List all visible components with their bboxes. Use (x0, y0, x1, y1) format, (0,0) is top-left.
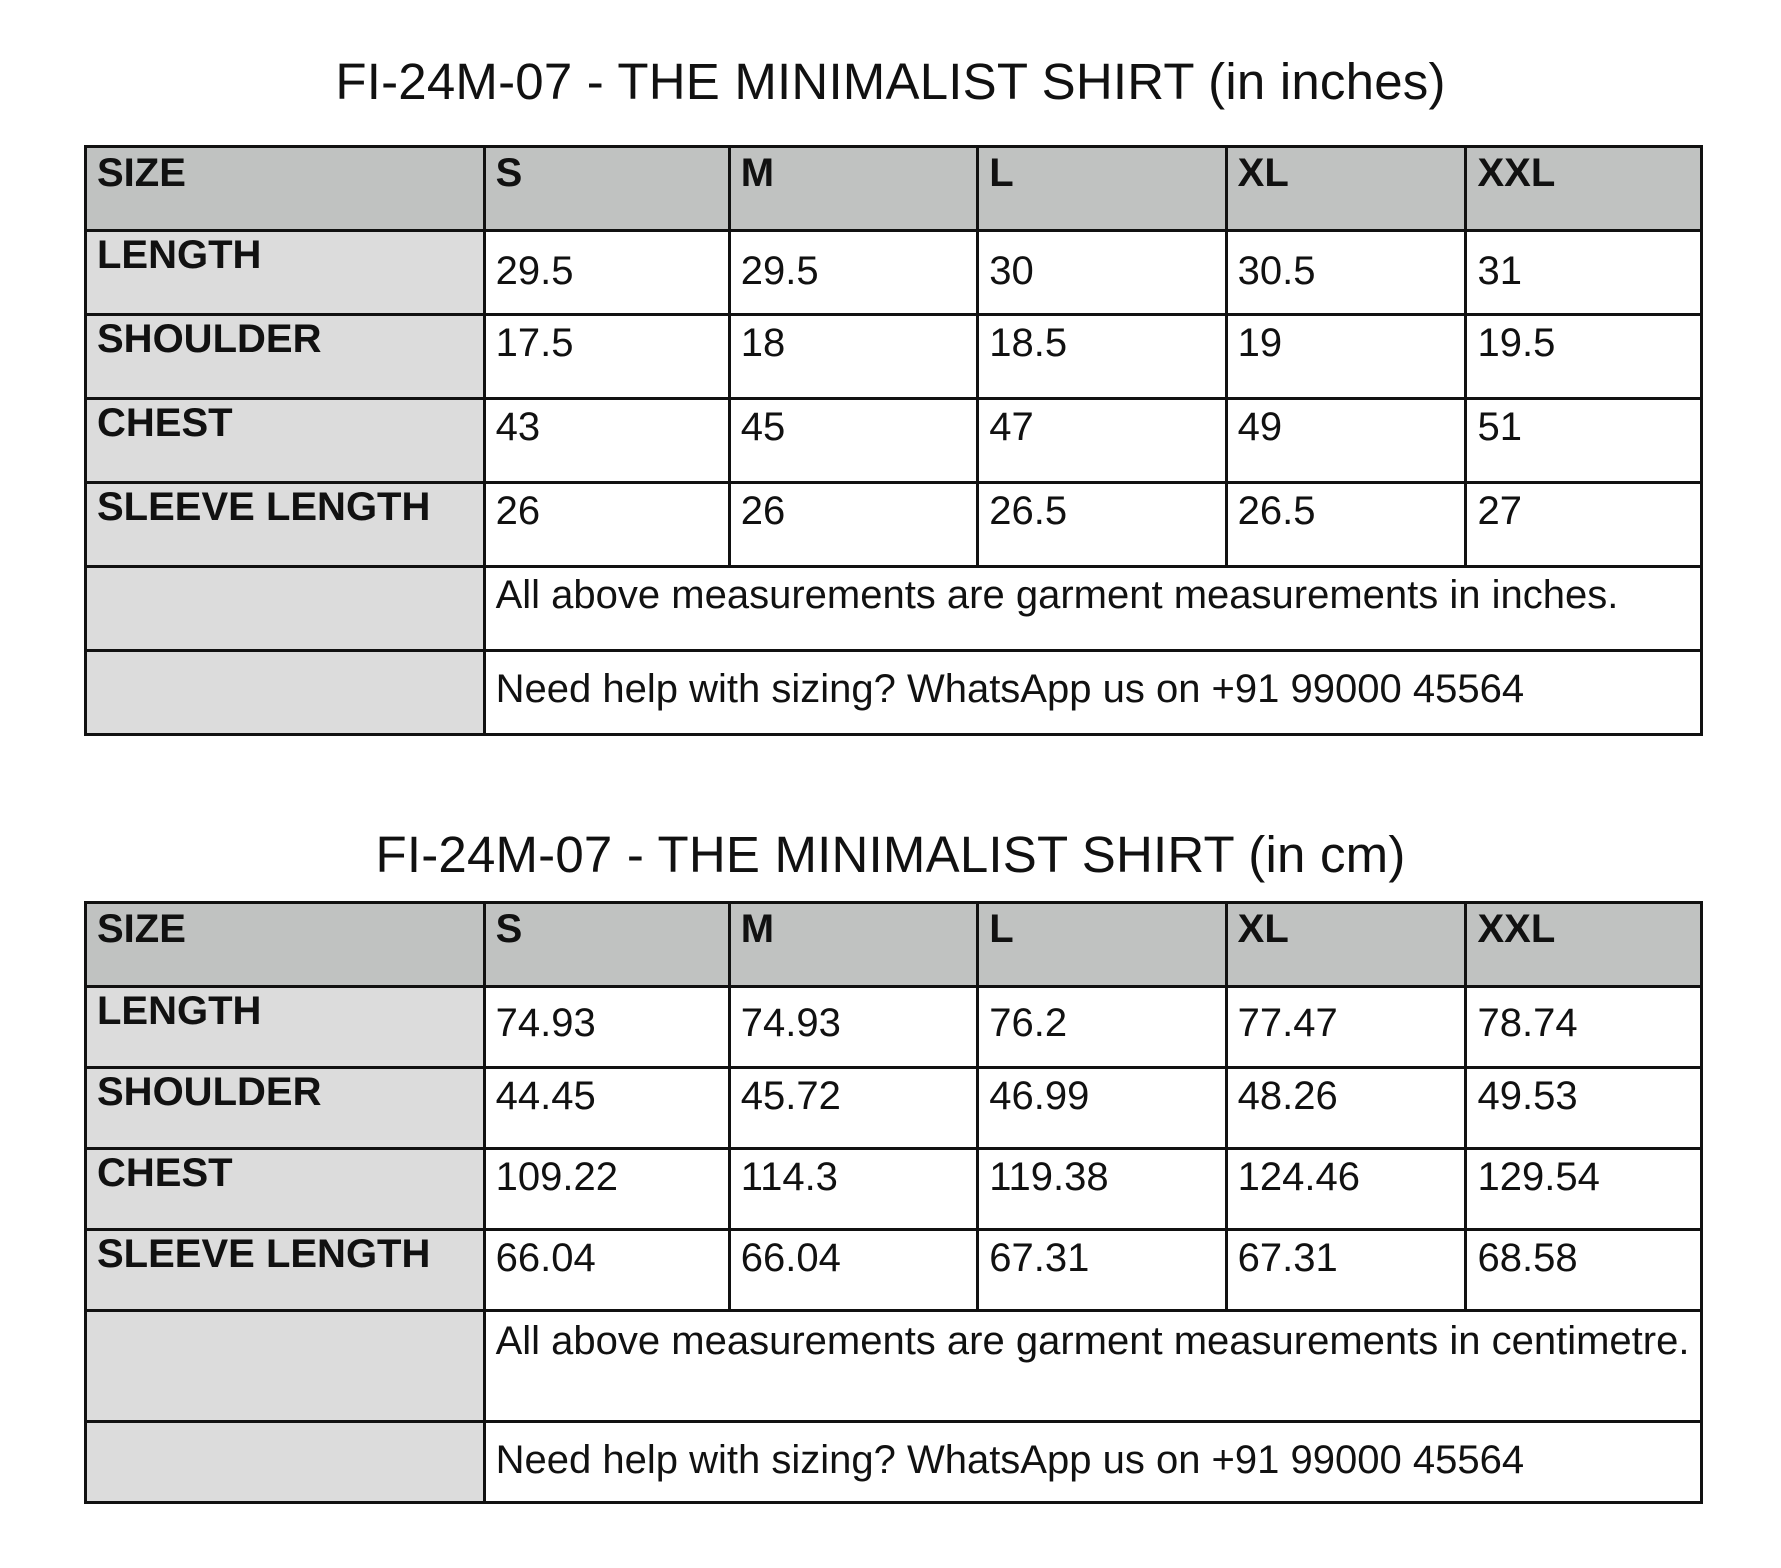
table-title-cm: FI-24M-07 - THE MINIMALIST SHIRT (in cm) (375, 826, 1406, 883)
header-size: SIZE (86, 147, 485, 231)
cell-sleeve-xxl: 68.58 (1466, 1230, 1702, 1311)
cell-chest-m: 114.3 (729, 1149, 977, 1230)
table-row-help (86, 1422, 1702, 1503)
cell-shoulder-m: 18 (729, 315, 977, 399)
cell-shoulder-xl: 48.26 (1226, 1068, 1466, 1149)
header-xxl: XXL (1466, 903, 1702, 987)
row-label-shoulder: SHOULDER (86, 315, 485, 399)
cell-length-xl: 30.5 (1226, 231, 1466, 315)
cell-sleeve-m: 26 (729, 483, 977, 567)
table-row-help (86, 651, 1702, 735)
header-s: S (484, 903, 729, 987)
cell-length-s: 74.93 (484, 987, 729, 1068)
size-chart-inches (84, 145, 1703, 736)
cell-chest-l: 119.38 (978, 1149, 1226, 1230)
cell-chest-xl: 49 (1226, 399, 1466, 483)
cell-chest-s: 109.22 (484, 1149, 729, 1230)
table-row-sleeve-length (86, 483, 1702, 567)
header-s: S (484, 147, 729, 231)
cell-shoulder-m: 45.72 (729, 1068, 977, 1149)
sizing-help-text: Need help with sizing? WhatsApp us on +91 99000 45564 (484, 651, 1701, 735)
header-row (86, 903, 1702, 987)
cell-sleeve-l: 26.5 (978, 483, 1226, 567)
cell-shoulder-xl: 19 (1226, 315, 1466, 399)
measurement-note: All above measurements are garment measurements in centimetre. (484, 1311, 1701, 1422)
size-chart-cm (84, 901, 1703, 1504)
cell-length-xxl: 78.74 (1466, 987, 1702, 1068)
cell-sleeve-xxl: 27 (1466, 483, 1702, 567)
header-xl: XL (1226, 147, 1466, 231)
cell-sleeve-xl: 67.31 (1226, 1230, 1466, 1311)
cell-length-l: 76.2 (978, 987, 1226, 1068)
cell-length-xxl: 31 (1466, 231, 1702, 315)
cell-chest-xl: 124.46 (1226, 1149, 1466, 1230)
table-title-inches: FI-24M-07 - THE MINIMALIST SHIRT (in inches) (335, 53, 1446, 110)
row-label-chest: CHEST (86, 399, 485, 483)
cell-shoulder-l: 46.99 (978, 1068, 1226, 1149)
row-label-length: LENGTH (86, 231, 485, 315)
header-size: SIZE (86, 903, 485, 987)
cell-shoulder-xxl: 49.53 (1466, 1068, 1702, 1149)
header-m: M (729, 903, 977, 987)
row-label-length: LENGTH (86, 987, 485, 1068)
cell-shoulder-s: 17.5 (484, 315, 729, 399)
table-row-chest (86, 1149, 1702, 1230)
cell-length-l: 30 (978, 231, 1226, 315)
cell-length-m: 74.93 (729, 987, 977, 1068)
cell-sleeve-xl: 26.5 (1226, 483, 1466, 567)
table-row-sleeve-length (86, 1230, 1702, 1311)
table-row-length (86, 231, 1702, 315)
cell-chest-s: 43 (484, 399, 729, 483)
empty-label-cell (86, 567, 485, 651)
cell-sleeve-s: 26 (484, 483, 729, 567)
table-row-shoulder (86, 315, 1702, 399)
cell-chest-xxl: 129.54 (1466, 1149, 1702, 1230)
cell-sleeve-l: 67.31 (978, 1230, 1226, 1311)
header-l: L (978, 903, 1226, 987)
table-row-shoulder (86, 1068, 1702, 1149)
cell-chest-m: 45 (729, 399, 977, 483)
table-row-length (86, 987, 1702, 1068)
row-label-shoulder: SHOULDER (86, 1068, 485, 1149)
table-row-note (86, 1311, 1702, 1422)
table-row-note (86, 567, 1702, 651)
header-xl: XL (1226, 903, 1466, 987)
empty-label-cell (86, 651, 485, 735)
cell-sleeve-m: 66.04 (729, 1230, 977, 1311)
cell-length-s: 29.5 (484, 231, 729, 315)
row-label-sleeve-length: SLEEVE LENGTH (86, 1230, 485, 1311)
cell-shoulder-s: 44.45 (484, 1068, 729, 1149)
row-label-sleeve-length: SLEEVE LENGTH (86, 483, 485, 567)
sizing-help-text: Need help with sizing? WhatsApp us on +91 99000 45564 (484, 1422, 1701, 1503)
empty-label-cell (86, 1311, 485, 1422)
measurement-note: All above measurements are garment measurements in inches. (484, 567, 1701, 651)
cell-shoulder-l: 18.5 (978, 315, 1226, 399)
header-row (86, 147, 1702, 231)
header-m: M (729, 147, 977, 231)
row-label-chest: CHEST (86, 1149, 485, 1230)
empty-label-cell (86, 1422, 485, 1503)
cell-length-xl: 77.47 (1226, 987, 1466, 1068)
header-l: L (978, 147, 1226, 231)
table-row-chest (86, 399, 1702, 483)
header-xxl: XXL (1466, 147, 1702, 231)
cell-sleeve-s: 66.04 (484, 1230, 729, 1311)
cell-chest-xxl: 51 (1466, 399, 1702, 483)
cell-chest-l: 47 (978, 399, 1226, 483)
cell-length-m: 29.5 (729, 231, 977, 315)
cell-shoulder-xxl: 19.5 (1466, 315, 1702, 399)
